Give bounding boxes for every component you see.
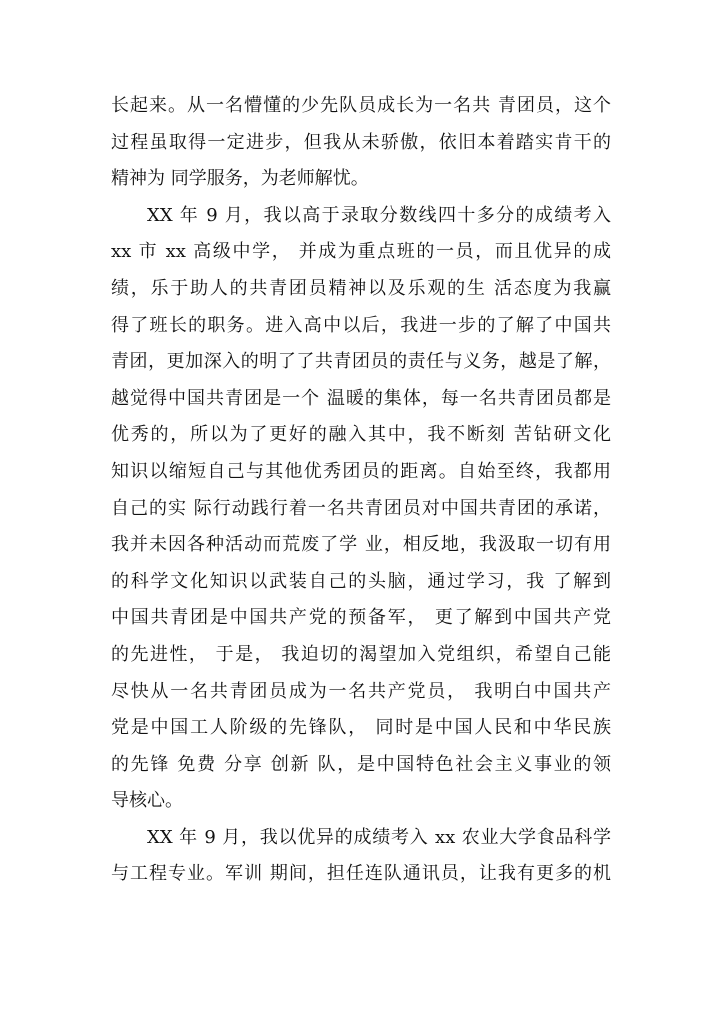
text-line-8: 青团，更加深入的明了了共青团员的责任与义务，越是了解，: [111, 351, 611, 373]
text-line-5: xx 市 xx 高级中学， 并成为重点班的一员，而且优异的成: [111, 241, 611, 263]
text-line-19: 的先锋 免费 分享 创新 队，是中国特色社会主义事业的领: [111, 753, 611, 775]
text-line-17: 尽快从一名共青团员成为一名共产党员， 我明白中国共产: [111, 680, 611, 702]
text-line-16: 的先进性， 于是， 我迫切的渴望加入党组织，希望自己能: [111, 643, 611, 665]
text-line-18: 党是中国工人阶级的先锋队， 同时是中国人民和中华民族: [111, 717, 611, 739]
text-line-2: 过程虽取得一定进步，但我从未骄傲，依旧本着踏实肯干的: [111, 131, 611, 153]
text-line-1: 长起来。从一名懵懂的少先队员成长为一名共 青团员，这个: [111, 95, 611, 116]
text-line-11: 知识以缩短自己与其他优秀团员的距离。自始至终，我都用: [111, 460, 611, 482]
text-line-21: XX 年 9 月，我以优异的成绩考入 xx 农业大学食品科学: [147, 826, 611, 848]
text-line-10: 优秀的，所以为了更好的融入其中，我不断刻 苦钻研文化: [111, 424, 611, 446]
text-line-20: 导核心。: [111, 790, 183, 812]
text-line-12: 自己的实 际行动践行着一名共青团员对中国共青团的承诺，: [111, 497, 611, 519]
text-line-13: 我并未因各种活动而荒废了学 业，相反地，我汲取一切有用: [111, 534, 611, 556]
text-line-9: 越觉得中国共青团是一个 温暖的集体，每一名共青团员都是: [111, 387, 611, 409]
text-line-22: 与工程专业。军训 期间，担任连队通讯员，让我有更多的机: [111, 863, 611, 885]
text-line-6: 绩，乐于助人的共青团员精神以及乐观的生 活态度为我赢: [111, 277, 611, 299]
text-line-7: 得了班长的职务。进入高中以后，我进一步的了解了中国共: [111, 314, 611, 336]
text-line-3: 精神为 同学服务，为老师解忧。: [111, 168, 369, 190]
body-text: [111, 88, 611, 893]
text-line-15: 中国共青团是中国共产党的预备军， 更了解到中国共产党: [111, 607, 611, 629]
text-line-14: 的科学文化知识以武装自己的头脑，通过学习，我 了解到: [111, 570, 611, 592]
text-line-4: XX 年 9 月，我以高于录取分数线四十多分的成绩考入: [147, 204, 611, 226]
